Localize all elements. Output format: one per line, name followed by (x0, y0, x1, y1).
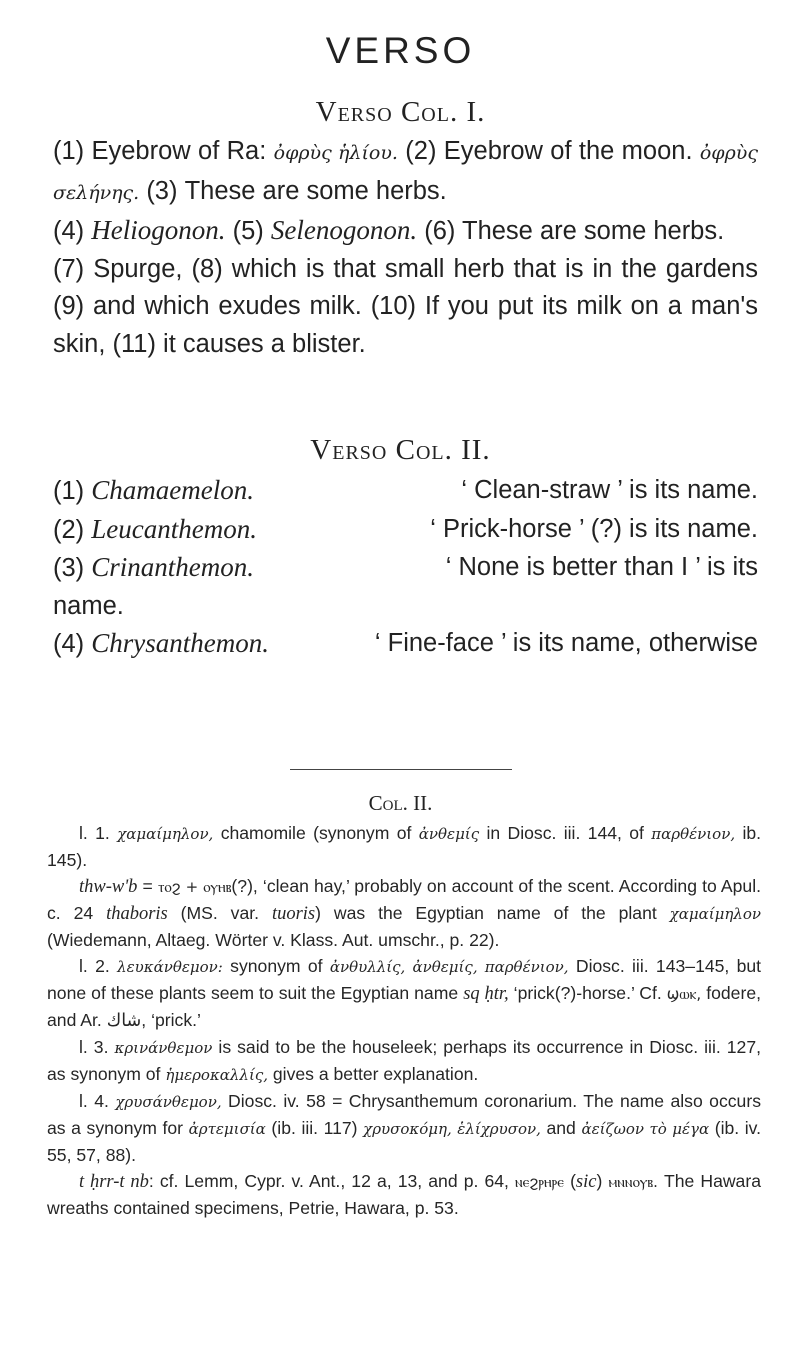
note-line-4: l. 4. χρυσάνθεμον, Diosc. iv. 58 = Chrysanthemum coronarium. The name also occurs as a synonym for ἀρτεμισία (ib. iii. 117) χρυσοκόμη, ἑλίχρυσον, and ἀείζωον τὸ μέγα (ib. iv. 55, 57, 88). (47, 1091, 762, 1165)
col2-entries (53, 472, 758, 664)
note-line-1: l. 1. χαμαίμηλον, chamomile (synonym of ἀνθεμίς in Diosc. iii. 144, of παρθένιον, ib. 145). (47, 823, 762, 870)
col1-item-5-number: (5) (232, 217, 264, 245)
col1-heading: Verso Col. I. (315, 96, 486, 128)
col1-text (53, 133, 758, 363)
col1-selenogonon: Selenogonon. (270, 215, 418, 245)
col2-entry (53, 625, 758, 664)
col2-entry (53, 511, 758, 550)
note-line-1-continued: thw-w'b = ⲧⲟϩ + ⲟⲩⲏⲃ(?), ‘clean hay,’ probably on account of the scent. According to Apul. c. 24 thaboris (MS. var. tuoris) was the Egyptian name of the plant χαμαίμηλον (Wiedemann, Altaeg. Wörter v. Klass. Aut. umschr., p. 22). (47, 876, 762, 950)
note-line-4-continued: t ḥrr-t nb: cf. Lemm, Cypr. v. Ant., 12 a, 13, and p. 64, ⲛⲉϩⲣⲏⲣⲉ (sic) ⲙⲛⲛⲟⲩⲃ. The Hawara wreaths contained specimens, Petrie, Hawara, p. 53. (47, 1171, 761, 1218)
entry-plant: Crinanthemon. (91, 552, 255, 582)
col2-entry-continuation: name. (53, 591, 124, 620)
col1-paragraph-2 (53, 212, 758, 251)
col1-item-2: (2) Eyebrow of the moon. (405, 137, 693, 165)
col1-item-1-greek: ὀφρὺς ἡλίου. (273, 142, 398, 164)
col1-item-6: (6) These are some herbs. (424, 217, 725, 245)
entry-number: (2) (53, 515, 85, 544)
col1-heliogonon: Heliogonon. (91, 215, 226, 245)
col1-item-4-number: (4) (53, 217, 85, 245)
col1-item-3: (3) These are some herbs. (146, 176, 447, 205)
note-line-3: l. 3. κρινάνθεμον is said to be the houseleek; perhaps its occurrence in Diosc. iii. 127, as synonym of ἡμεροκαλλίς, gives a better explanation. (47, 1037, 761, 1084)
entry-number: (3) (53, 554, 85, 582)
entry-gloss: ‘ Prick-horse ’ (?) is its name. (430, 514, 758, 543)
col1-item-2-greek: ὀφρὺς σελήνης. (53, 142, 758, 204)
page-title: VERSO (325, 30, 476, 71)
entry-gloss: ‘ Fine-face ’ is its name, otherwise (374, 629, 758, 657)
note-line-2: l. 2. λευκάνθεμον: synonym of ἀνθυλλίς, ἀνθεμίς, παρθένιον, Diosc. iii. 143–145, but none of these plants seem to suit the Egyptian name sq ḥtr, ‘prick(?)-horse.’ Cf. ϣⲱⲕ, fodere, and Ar. شاك, ‘prick.’ (47, 956, 762, 1031)
col1-paragraph-3: (7) Spurge, (8) which is that small herb that is in the gardens (9) and which exudes milk. (10) If you put its milk on a man's skin, (11) it causes a blister. (53, 254, 758, 358)
entry-number: (4) (53, 630, 85, 658)
col2-heading: Verso Col. II. (310, 434, 491, 466)
notes-heading: Col. II. (368, 791, 433, 815)
entry-gloss: ‘ Clean-straw ’ is its name. (461, 476, 758, 504)
entry-plant: Chamaemelon. (91, 475, 254, 505)
section-divider (290, 769, 512, 770)
entry-gloss: ‘ None is better than I ’ is its (445, 553, 758, 581)
col1-paragraph-1 (53, 133, 758, 212)
col1-item-1: (1) Eyebrow of Ra: (53, 137, 267, 165)
entry-number: (1) (53, 477, 85, 505)
entry-plant: Leucanthemon. (91, 513, 257, 544)
footnotes (47, 820, 761, 1221)
col2-entry (53, 549, 758, 588)
entry-plant: Chrysanthemon. (91, 628, 270, 658)
col2-entry (53, 472, 758, 511)
